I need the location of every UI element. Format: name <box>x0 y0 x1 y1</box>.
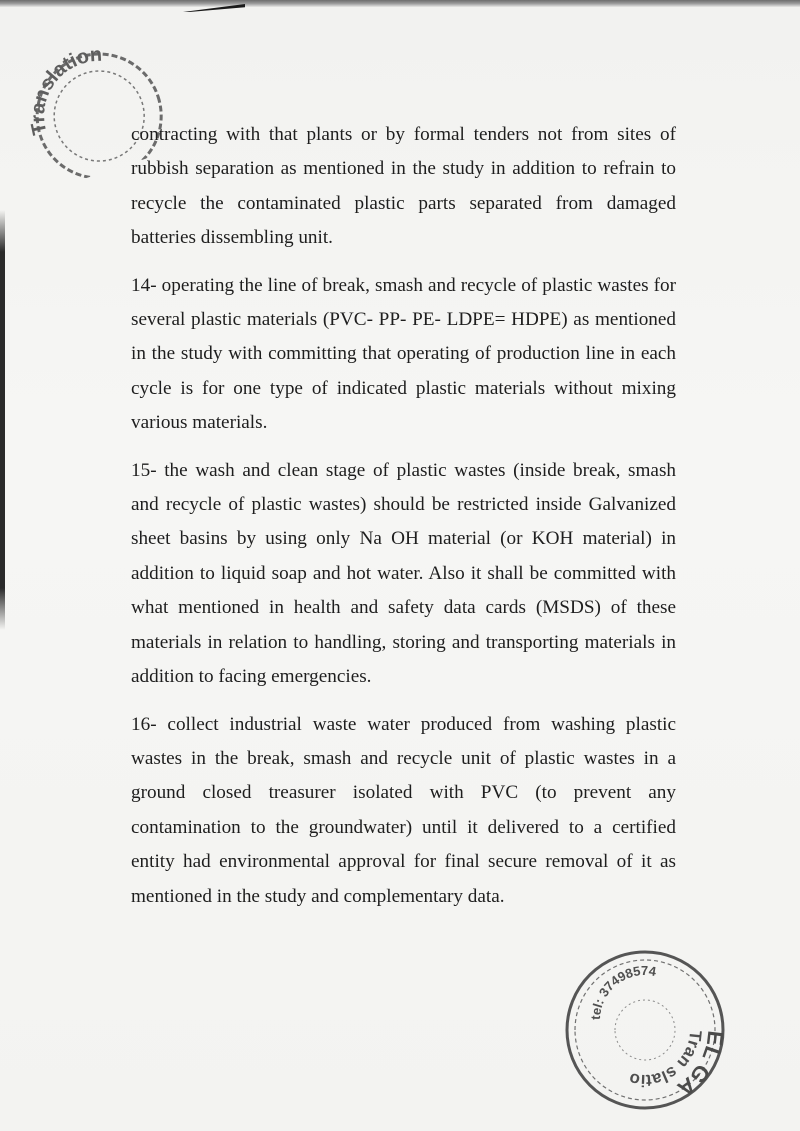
stamp-phone-text: tel: 37498574 <box>587 962 658 1021</box>
stamp-outer-text: EL GA <box>672 1029 729 1102</box>
paragraph-16: 16- collect industrial waste water produced from washing plastic wastes in the break, smash and recycle unit of plastic wastes in a ground closed treasurer isolated with PVC (to prevent any contamination to the groundwater) until it delivered to a certified entity had environmental approval for final secure removal of it as mentioned in the study and complementary data. <box>131 713 676 907</box>
scan-top-border <box>0 0 800 7</box>
paragraph-15: 15- the wash and clean stage of plastic wastes (inside break, smash and recycle of plastic wastes) should be restricted inside Galvanized sheet basins by using only Na OH material (or KOH material) in addition to liquid soap and hot water. Also it shall be committed with what mentioned in health and safety data cards (MSDS) of these materials in relation to handling, storing and transporting materials in addition to facing emergencies. <box>131 459 676 688</box>
stamp-text: Translation <box>27 43 103 137</box>
scan-left-edge <box>0 210 5 630</box>
paragraph-13-continued: contracting with that plants or by formal tenders not from sites of rubbish separation as mentioned in the study in addition to refrain to recycle the contaminated plastic parts separated from damaged batteries dissembling unit. <box>131 124 676 249</box>
translation-stamp-bottom-right <box>560 945 730 1115</box>
document-body <box>131 118 676 927</box>
paragraph-14: 14- operating the line of break, smash and recycle of plastic wastes for several plastic materials (PVC- PP- PE- LDPE= HDPE) as mentioned in the study with committing that operating of production line in each cycle is for one type of indicated plastic materials without mixing various materials. <box>131 274 676 434</box>
svg-text:tel: 37498574 <box>588 963 658 1020</box>
stamp-inner-text: Tran slatio <box>627 1029 706 1091</box>
